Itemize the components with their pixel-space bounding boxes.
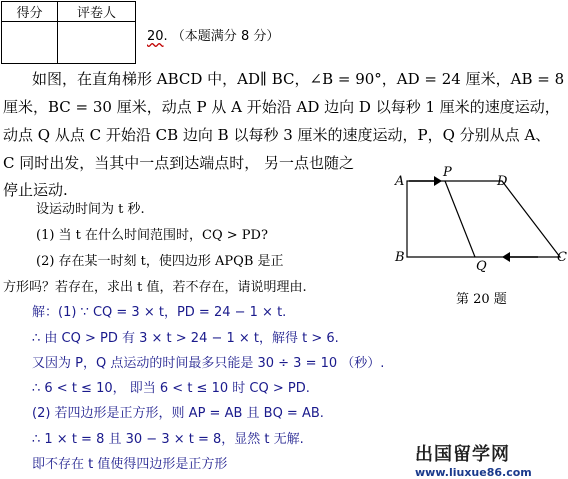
label-a: A <box>395 174 405 189</box>
label-p: P <box>443 165 452 180</box>
problem-line-2: 厘米，BC = 30 厘米，动点 P 从 A 开始沿 AD 边向 D 以每秒 1 厘米的速度运动， <box>3 98 560 116</box>
trapezoid-outline <box>407 181 560 257</box>
problem-line-5: 停止运动. <box>3 181 68 199</box>
label-c: C <box>557 250 567 265</box>
grader-cell[interactable] <box>58 22 136 64</box>
score-cell[interactable] <box>2 22 58 64</box>
question-number: 20 <box>147 29 164 44</box>
question-heading <box>147 25 279 44</box>
problem-line-3: 动点 Q 从点 C 开始沿 CB 边向 B 以每秒 3 厘米的速度运动，P，Q 分别从点 A、 <box>3 126 551 144</box>
label-q: Q <box>476 259 487 274</box>
subquestion-2-cont: 方形吗？若存在，求出 t 值，若不存在，请说明理由. <box>3 280 307 295</box>
solution-line-2: ∴ 由 CQ > PD 有 3 × t > 24 − 1 × t，解得 t > 6. <box>32 331 339 346</box>
problem-line-4: C 同时出发，当其中一点到达端点时， 另一点也随之 <box>3 154 355 172</box>
question-points: . （本题满分 8 分） <box>163 29 280 44</box>
watermark-url: www.liuxue86.com <box>415 466 532 479</box>
solution-line-3: 又因为 P，Q 点运动的时间最多只能是 30 ÷ 3 = 10 （秒）. <box>32 356 385 371</box>
label-b: B <box>395 250 405 265</box>
subquestion-1: (1) 当 t 在什么时间范围时，CQ > PD? <box>36 228 268 243</box>
grader-header: 评卷人 <box>58 2 136 22</box>
solution-line-6: ∴ 1 × t = 8 且 30 − 3 × t = 8，显然 t 无解. <box>32 432 304 447</box>
solution-line-5: (2) 若四边形是正方形，则 AP = AB 且 BQ = AB. <box>32 406 324 421</box>
subquestion-intro: 设运动时间为 t 秒. <box>36 202 145 217</box>
arrow-right-icon <box>434 176 442 186</box>
segment-pq <box>445 181 475 257</box>
solution-line-7: 即不存在 t 值使得四边形是正方形 <box>32 457 228 472</box>
figure-caption: 第 20 题 <box>456 292 507 307</box>
score-header: 得分 <box>2 2 58 22</box>
arrow-left-icon <box>502 252 510 262</box>
trapezoid-figure <box>390 165 568 280</box>
solution-line-4: ∴ 6 < t ≤ 10， 即当 6 < t ≤ 10 时 CQ > PD. <box>32 381 310 396</box>
solution-line-1: 解：(1) ∵ CQ = 3 × t，PD = 24 − 1 × t. <box>32 305 287 320</box>
label-d: D <box>497 174 508 189</box>
site-watermark <box>415 440 565 479</box>
subquestion-2: (2) 存在某一时刻 t，使四边形 APQB 是正 <box>36 254 284 269</box>
problem-line-1: 如图，在直角梯形 ABCD 中，AD∥ BC，∠B = 90°，AD = 24 厘米，AB = 8 <box>32 70 565 88</box>
score-table <box>1 1 136 64</box>
watermark-site-name: 出国留学网 <box>415 444 510 465</box>
